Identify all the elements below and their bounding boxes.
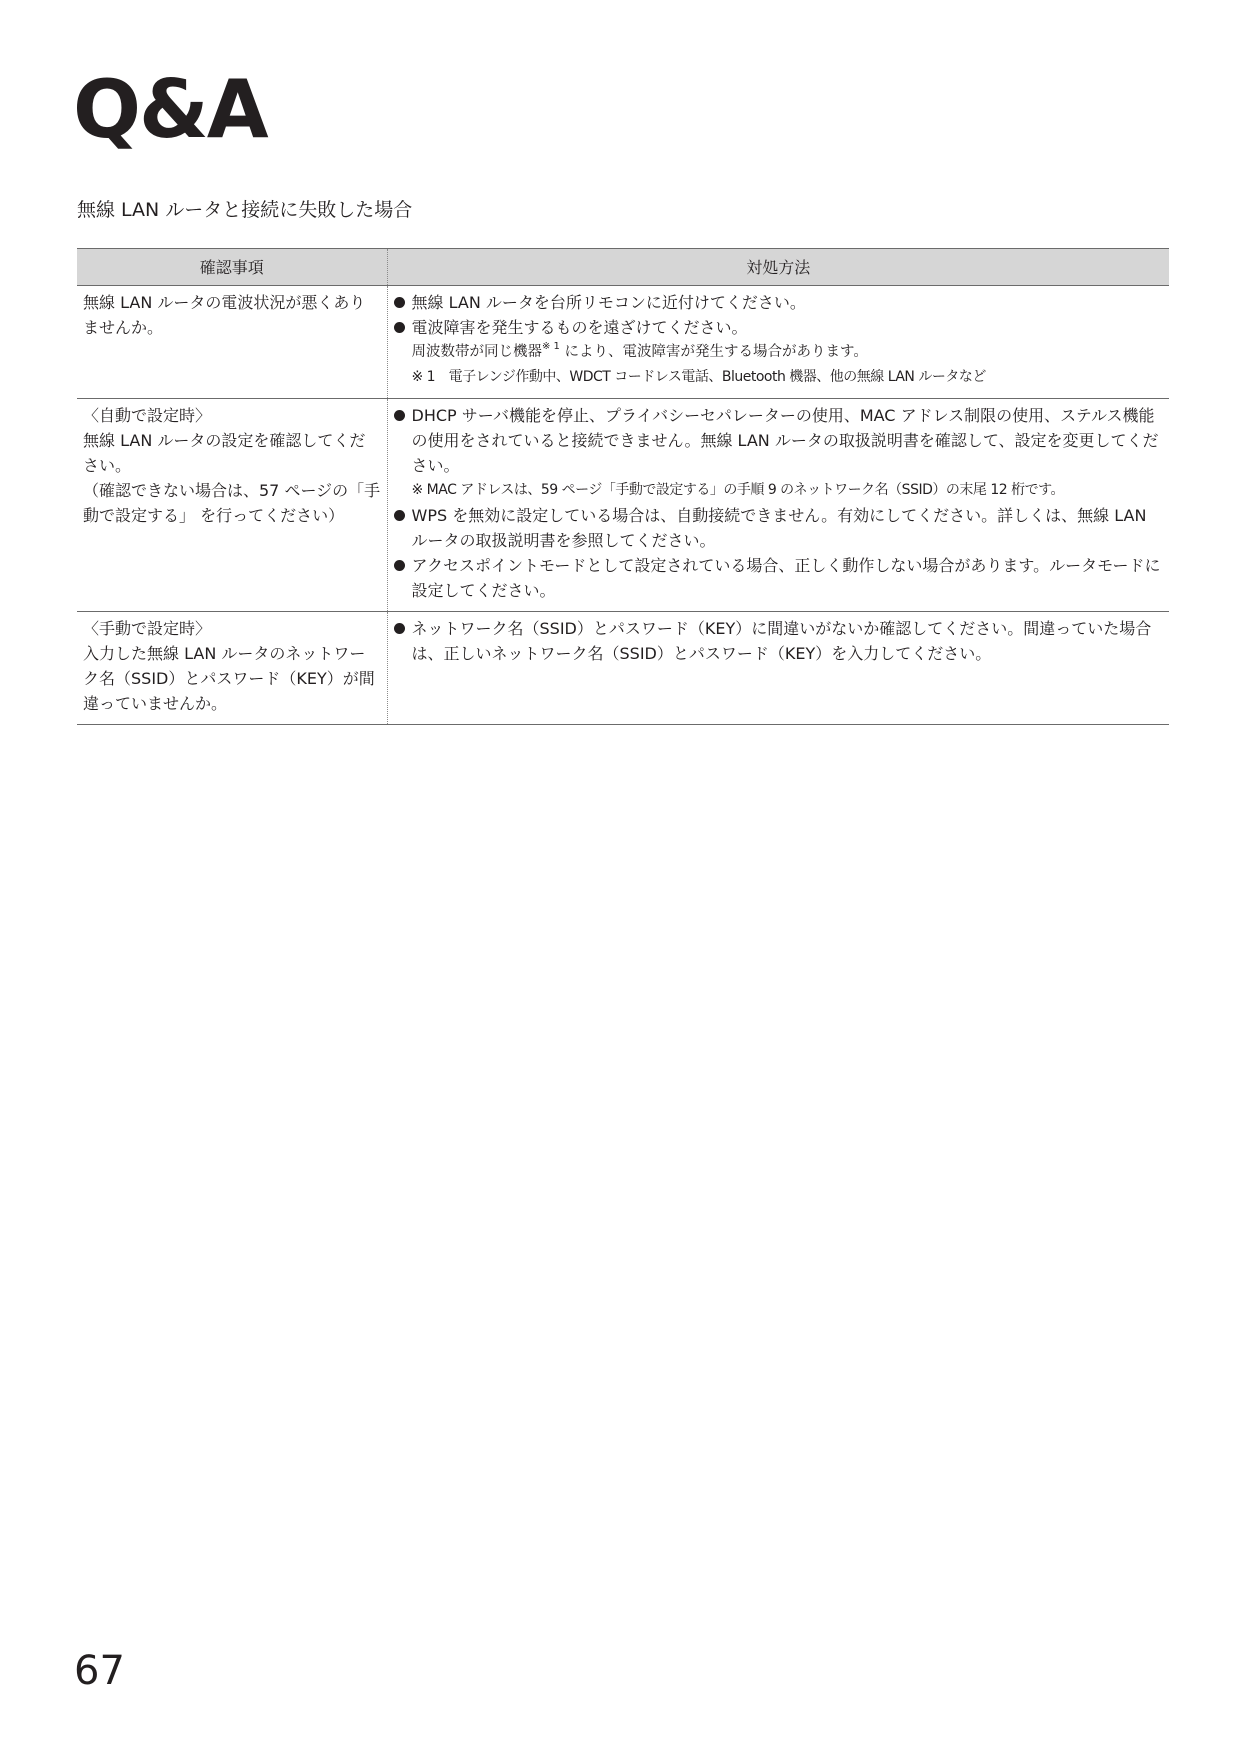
action-text: アクセスポイントモードとして設定されている場合、正しく動作しない場合があります。ルータモードに設定してください。: [411, 556, 1161, 600]
footnote-note: ※ 1 電子レンジ作動中、WDCT コードレス電話、Bluetooth 機器、他の無線 LAN ルータなど: [411, 369, 986, 385]
check-heading: 〈自動で設定時〉: [83, 406, 212, 425]
qa-table: [77, 248, 1169, 725]
action-item: [394, 290, 1164, 315]
action-list: [394, 290, 1164, 390]
table-row: [77, 286, 1169, 399]
check-text: （確認できない場合は、57 ページの「手動で設定する」 を行ってください）: [83, 481, 381, 525]
action-cell: [387, 612, 1169, 725]
check-cell: [77, 399, 387, 612]
action-cell: [387, 286, 1169, 399]
action-list: [394, 403, 1164, 603]
check-text: 無線 LAN ルータの電波状況が悪くありませんか。: [83, 293, 366, 337]
check-cell: [77, 612, 387, 725]
action-item: [394, 616, 1164, 666]
mac-address-note: ※ MAC アドレスは、59 ページ「手動で設定する」の手順 9 のネットワーク名（SSID）の末尾 12 桁です。: [411, 482, 1064, 498]
action-subtext-before: 周波数帯が同じ機器: [411, 344, 542, 360]
table-header-row: [77, 249, 1169, 286]
table-row: [77, 612, 1169, 725]
action-text: 無線 LAN ルータを台所リモコンに近付けてください。: [411, 293, 806, 312]
action-subtext-after: により、電波障害が発生する場合があります。: [559, 344, 868, 360]
action-text: DHCP サーバ機能を停止、プライバシーセパレーターの使用、MAC アドレス制限の使用、ステルス機能の使用をされていると接続できません。無線 LAN ルータの取扱説明書を確認して、設定を変更してください。: [411, 406, 1159, 475]
action-item: [394, 503, 1164, 553]
page-number: 67: [74, 1648, 125, 1694]
header-remedy: 対処方法: [387, 249, 1169, 286]
action-item: [394, 553, 1164, 603]
footnote-marker: ※ 1: [542, 341, 560, 352]
action-item: [394, 403, 1164, 503]
action-cell: [387, 399, 1169, 612]
action-item: [394, 315, 1164, 390]
action-list: [394, 616, 1164, 666]
action-text: WPS を無効に設定している場合は、自動接続できません。有効にしてください。詳しくは、無線 LAN ルータの取扱説明書を参照してください。: [411, 506, 1147, 550]
header-check-items: 確認事項: [77, 249, 387, 286]
check-text: 入力した無線 LAN ルータのネットワーク名（SSID）とパスワード（KEY）が間違っていませんか。: [83, 644, 375, 713]
action-text: 電波障害を発生するものを遠ざけてください。: [411, 318, 748, 337]
section-title: 無線 LAN ルータと接続に失敗した場合: [77, 199, 413, 221]
page-title: Q&A: [73, 63, 267, 156]
check-cell: [77, 286, 387, 399]
action-text: ネットワーク名（SSID）とパスワード（KEY）に間違いがないか確認してください。間違っていた場合は、正しいネットワーク名（SSID）とパスワード（KEY）を入力してください。: [411, 619, 1152, 663]
table-row: [77, 399, 1169, 612]
action-subtext: [412, 340, 1164, 365]
check-text: 無線 LAN ルータの設定を確認してください。: [83, 431, 366, 475]
check-heading: 〈手動で設定時〉: [83, 619, 212, 638]
